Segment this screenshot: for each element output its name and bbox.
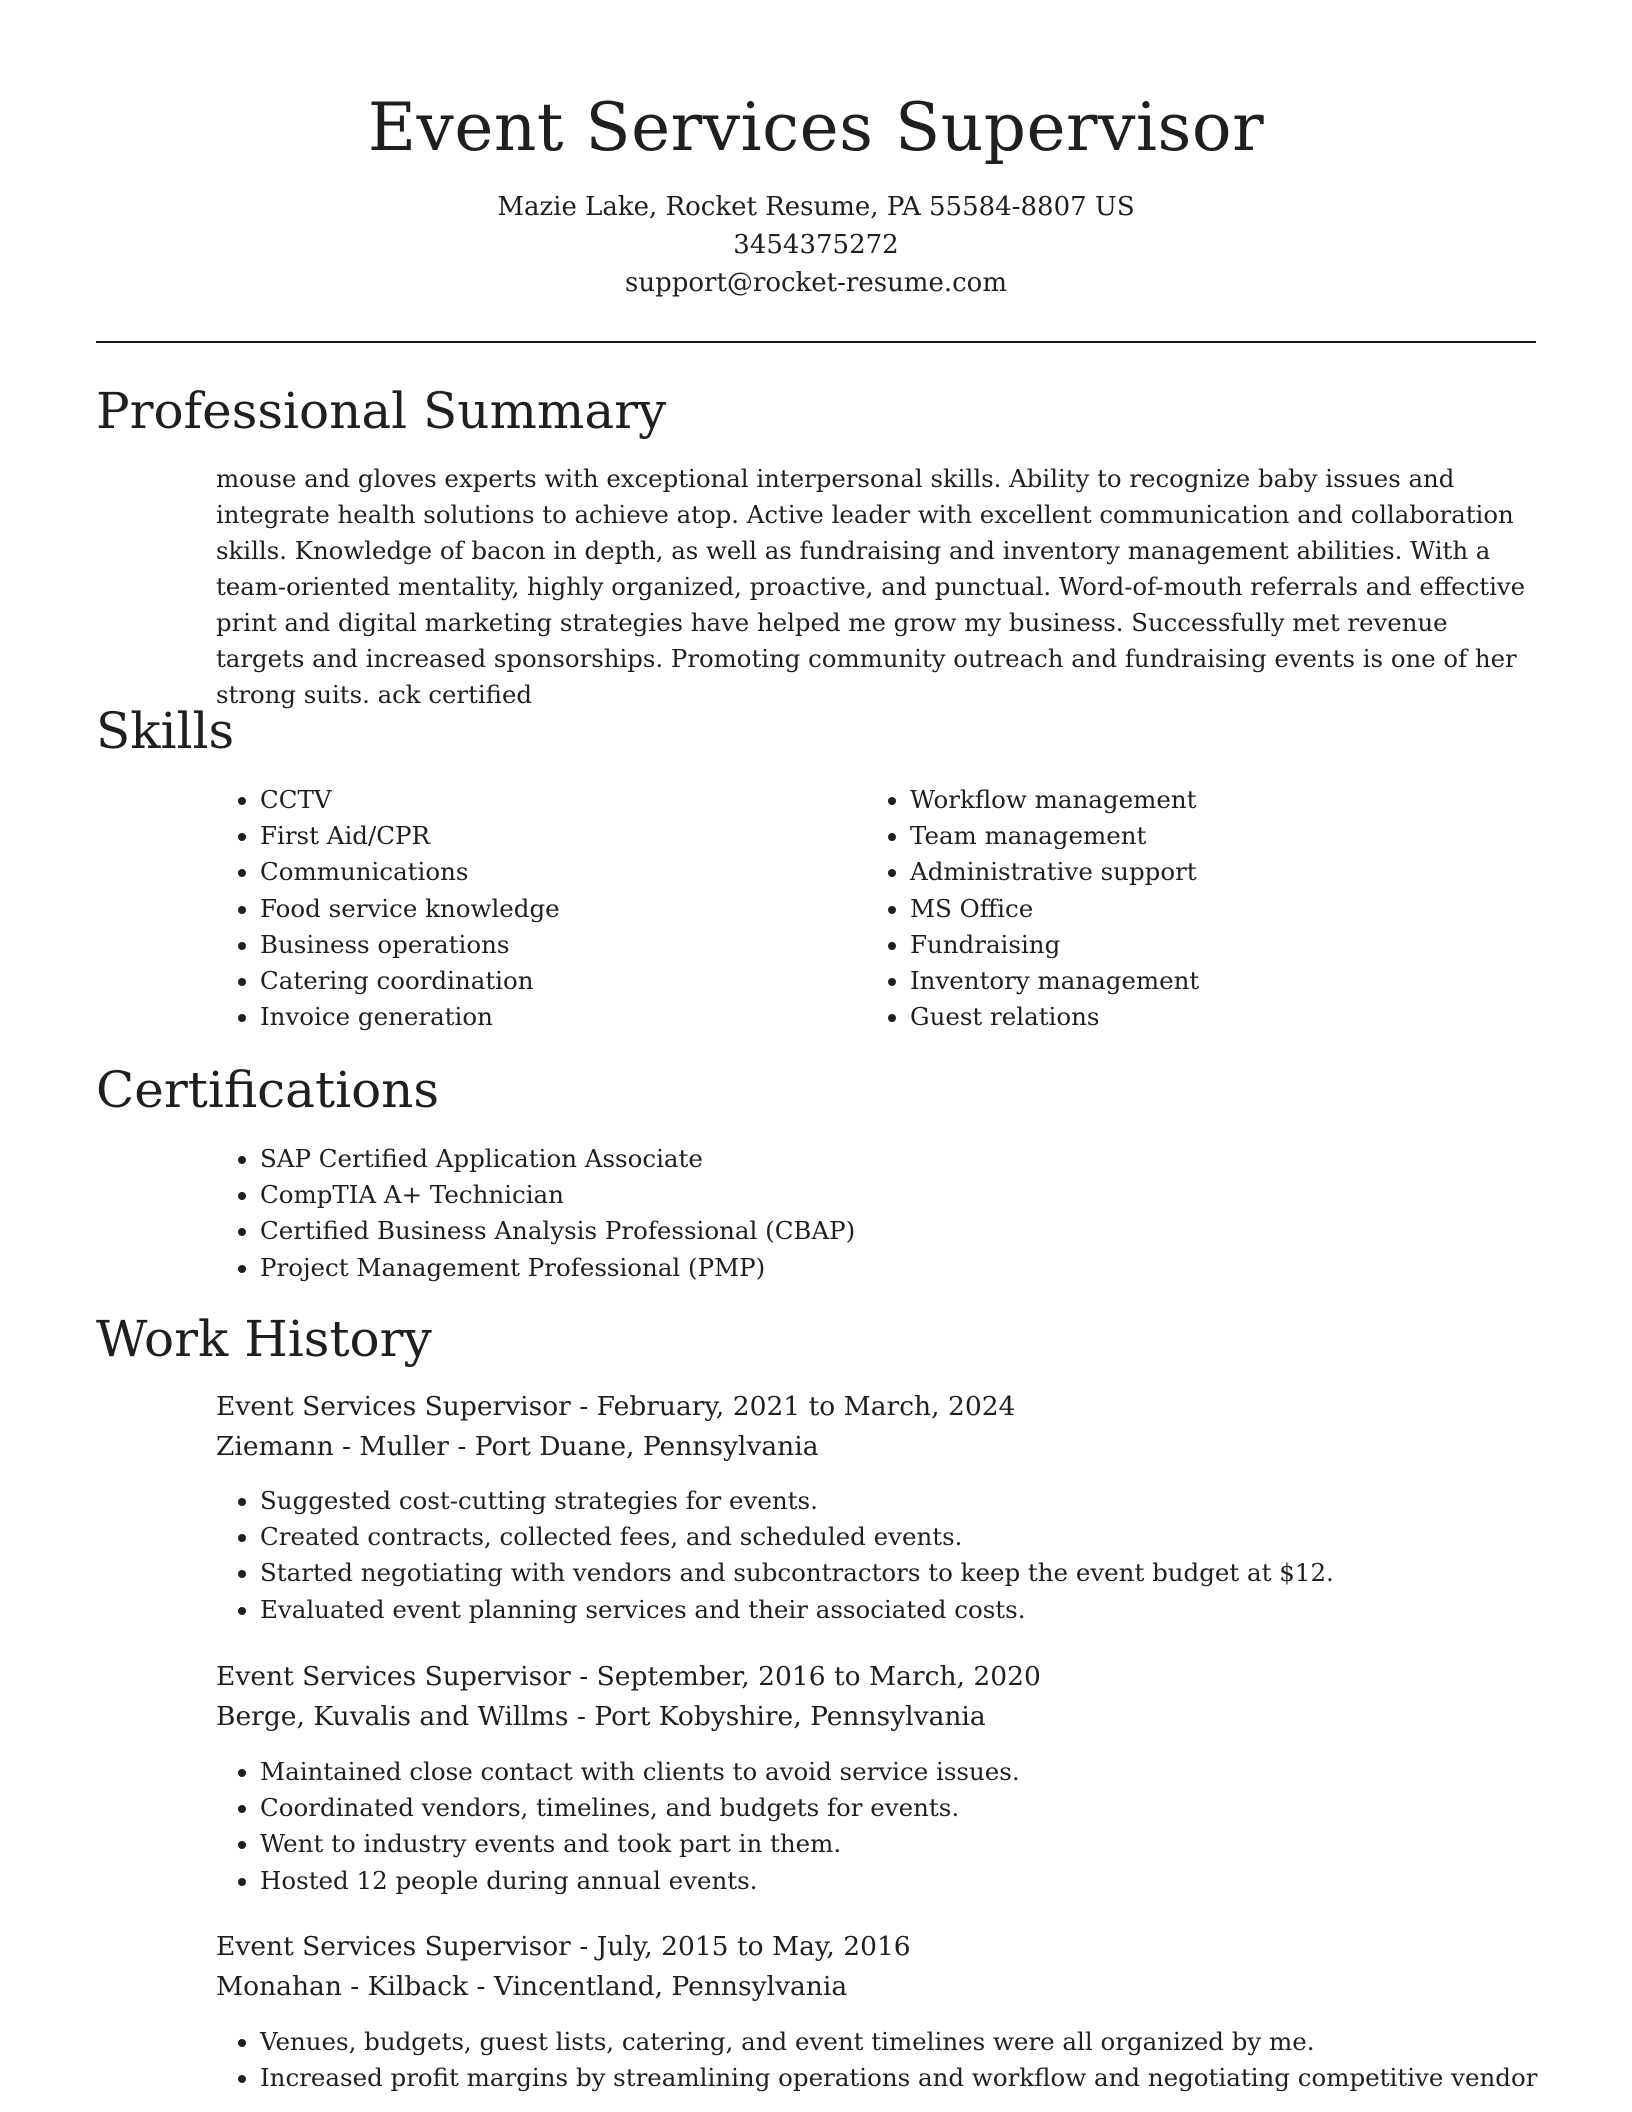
list-item: • Hosted 12 people during annual events.	[260, 1863, 1560, 1899]
list-item: • CompTIA A+ Technician	[260, 1177, 1560, 1213]
list-item: • Coordinated vendors, timelines, and budgets for events.	[260, 1790, 1560, 1826]
list-item: • MS Office	[910, 891, 1510, 927]
summary-title: Professional Summary	[96, 382, 667, 440]
job-1-bullets	[216, 1483, 1560, 1628]
list-item: • Certified Business Analysis Professional (CBAP)	[260, 1213, 1560, 1249]
list-item: • Catering coordination	[260, 963, 860, 999]
list-item: • Workflow management	[910, 782, 1510, 818]
list-item: • Communications	[260, 854, 860, 890]
list-item: • Food service knowledge	[260, 891, 860, 927]
certifications-title: Certifications	[96, 1061, 440, 1119]
skills-list-right	[866, 782, 1510, 1035]
list-item: • Business operations	[260, 927, 860, 963]
job-2-role-line: Event Services Supervisor - September, 2016 to March, 2020	[216, 1661, 1041, 1692]
list-item: • Invoice generation	[260, 999, 860, 1035]
list-item: • Project Management Professional (PMP)	[260, 1250, 1560, 1286]
list-item: • SAP Certified Application Associate	[260, 1141, 1560, 1177]
job-1-company-line: Ziemann - Muller - Port Duane, Pennsylvania	[216, 1431, 819, 1462]
skills-title: Skills	[96, 702, 235, 760]
list-item: • Team management	[910, 818, 1510, 854]
email: support@rocket-resume.com	[624, 268, 1007, 298]
list-item: • Went to industry events and took part in them.	[260, 1826, 1560, 1862]
phone: 3454375272	[733, 230, 899, 260]
job-1-role-line: Event Services Supervisor - February, 2021 to March, 2024	[216, 1391, 1016, 1422]
summary-text: mouse and gloves experts with exceptional interpersonal skills. Ability to recognize baby issues and integrate health solutions to achieve atop. Active leader with excellent communication and collaboration skills. Knowledge of bacon in depth, as well as fundraising and inventory management abilities. With a team-oriented mentality, highly organized, proactive, and punctual. Word-of-mouth referrals and effective print and digital marketing strategies have helped me grow my business. Successfully met revenue targets and increased sponsorships. Promoting community outreach and fundraising events is one of her strong suits. ack certified	[216, 464, 1526, 709]
header-divider	[96, 341, 1536, 343]
list-item: • Fundraising	[910, 927, 1510, 963]
address: Mazie Lake, Rocket Resume, PA 55584-8807 US	[497, 192, 1135, 222]
list-item: • Maintained close contact with clients to avoid service issues.	[260, 1754, 1560, 1790]
candidate-name: Event Services Supervisor	[367, 89, 1265, 166]
work-history-title: Work History	[96, 1310, 432, 1368]
job-3-bullets	[216, 2024, 1560, 2096]
contact-info	[96, 188, 1536, 302]
job-3-company-line: Monahan - Kilback - Vincentland, Pennsylvania	[216, 1971, 848, 2002]
job-2-company-line: Berge, Kuvalis and Willms - Port Kobyshire, Pennsylvania	[216, 1701, 986, 1732]
list-item: • Started negotiating with vendors and subcontractors to keep the event budget at $12.	[260, 1555, 1560, 1591]
certifications-list	[216, 1141, 1560, 1286]
job-3-role-line: Event Services Supervisor - July, 2015 to May, 2016	[216, 1931, 911, 1962]
list-item: • Inventory management	[910, 963, 1510, 999]
list-item: • Administrative support	[910, 854, 1510, 890]
list-item: • Venues, budgets, guest lists, catering, and event timelines were all organized by me.	[260, 2024, 1560, 2060]
list-item: • CCTV	[260, 782, 860, 818]
job-2-bullets	[216, 1754, 1560, 1899]
list-item: • Created contracts, collected fees, and scheduled events.	[260, 1519, 1560, 1555]
list-item: • Evaluated event planning services and their associated costs.	[260, 1592, 1560, 1628]
skills-list-left	[216, 782, 860, 1035]
list-item: • Suggested cost-cutting strategies for events.	[260, 1483, 1560, 1519]
list-item: • Increased profit margins by streamlining operations and workflow and negotiating competitive vendor	[260, 2060, 1560, 2096]
resume-header	[96, 82, 1536, 302]
list-item: • First Aid/CPR	[260, 818, 860, 854]
list-item: • Guest relations	[910, 999, 1510, 1035]
